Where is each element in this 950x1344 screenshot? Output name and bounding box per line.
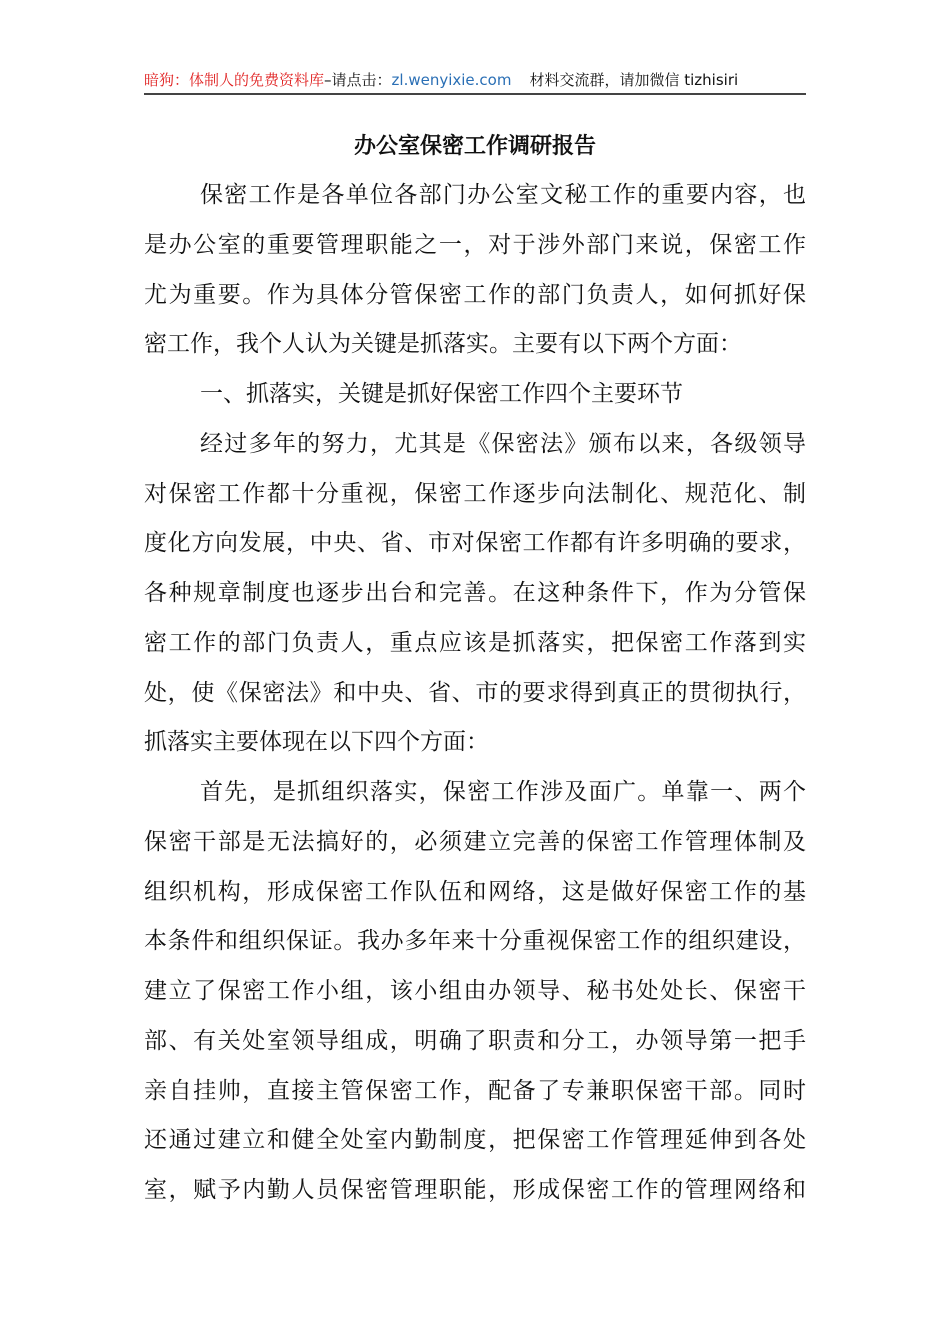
text-line: 还通过建立和健全处室内勤制度，把保密工作管理延伸到各处 (144, 1127, 806, 1154)
text-line: 保密工作是各单位各部门办公室文秘工作的重要内容，也 (200, 182, 806, 208)
text-line: 对保密工作都十分重视，保密工作逐步向法制化、规范化、制 (144, 480, 806, 507)
page-header (144, 68, 806, 92)
text-line: 本条件和组织保证。我办多年来十分重视保密工作的组织建设， (144, 928, 806, 955)
text-line: 室，赋予内勤人员保密管理职能，形成保密工作的管理网络和 (144, 1177, 806, 1203)
text-line: 亲自挂帅，直接主管保密工作，配备了专兼职保密干部。同时 (144, 1077, 806, 1104)
document-title: 办公室保密工作调研报告 (353, 134, 596, 159)
text-line: 经过多年的努力，尤其是《保密法》颁布以来，各级领导 (200, 430, 806, 457)
document-body (144, 171, 806, 1216)
text-line: 一、抓落实，关键是抓好保密工作四个主要环节 (200, 381, 683, 407)
website-link[interactable]: zl.wenyixie.com (391, 71, 512, 89)
text-line: 首先，是抓组织落实，保密工作涉及面广。单靠一、两个 (200, 779, 806, 805)
text-line: 是办公室的重要管理职能之一，对于涉外部门来说，保密工作 (144, 231, 806, 258)
text-line: 密工作的部门负责人，重点应该是抓落实，把保密工作落到实 (144, 629, 806, 656)
text-line: 组织机构，形成保密工作队伍和网络，这是做好保密工作的基 (144, 878, 806, 905)
text-line: 处，使《保密法》和中央、省、市的要求得到真正的贯彻执行， (144, 679, 806, 706)
text-line: 度化方向发展，中央、省、市对保密工作都有许多明确的要求， (144, 530, 806, 557)
text-line: 各种规章制度也逐步出台和完善。在这种条件下，作为分管保 (144, 580, 806, 606)
promo-text: 暗狗：体制人的免费资料库 (144, 71, 325, 89)
click-prefix: –请点击： (324, 71, 392, 89)
text-line: 尤为重要。作为具体分管保密工作的部门负责人，如何抓好保 (144, 281, 806, 308)
text-line: 建立了保密工作小组，该小组由办领导、秘书处处长、保密干 (144, 978, 806, 1004)
text-line: 保密干部是无法搞好的，必须建立完善的保密工作管理体制及 (144, 828, 806, 855)
contact-text: 材料交流群，请加微信 tizhisiri (529, 71, 739, 89)
text-line: 抓落实主要体现在以下四个方面： (144, 729, 489, 756)
text-line: 部、有关处室领导组成，明确了职责和分工，办领导第一把手 (144, 1027, 806, 1054)
header-rule (144, 93, 806, 95)
text-line: 密工作，我个人认为关键是抓落实。主要有以下两个方面： (144, 331, 742, 358)
